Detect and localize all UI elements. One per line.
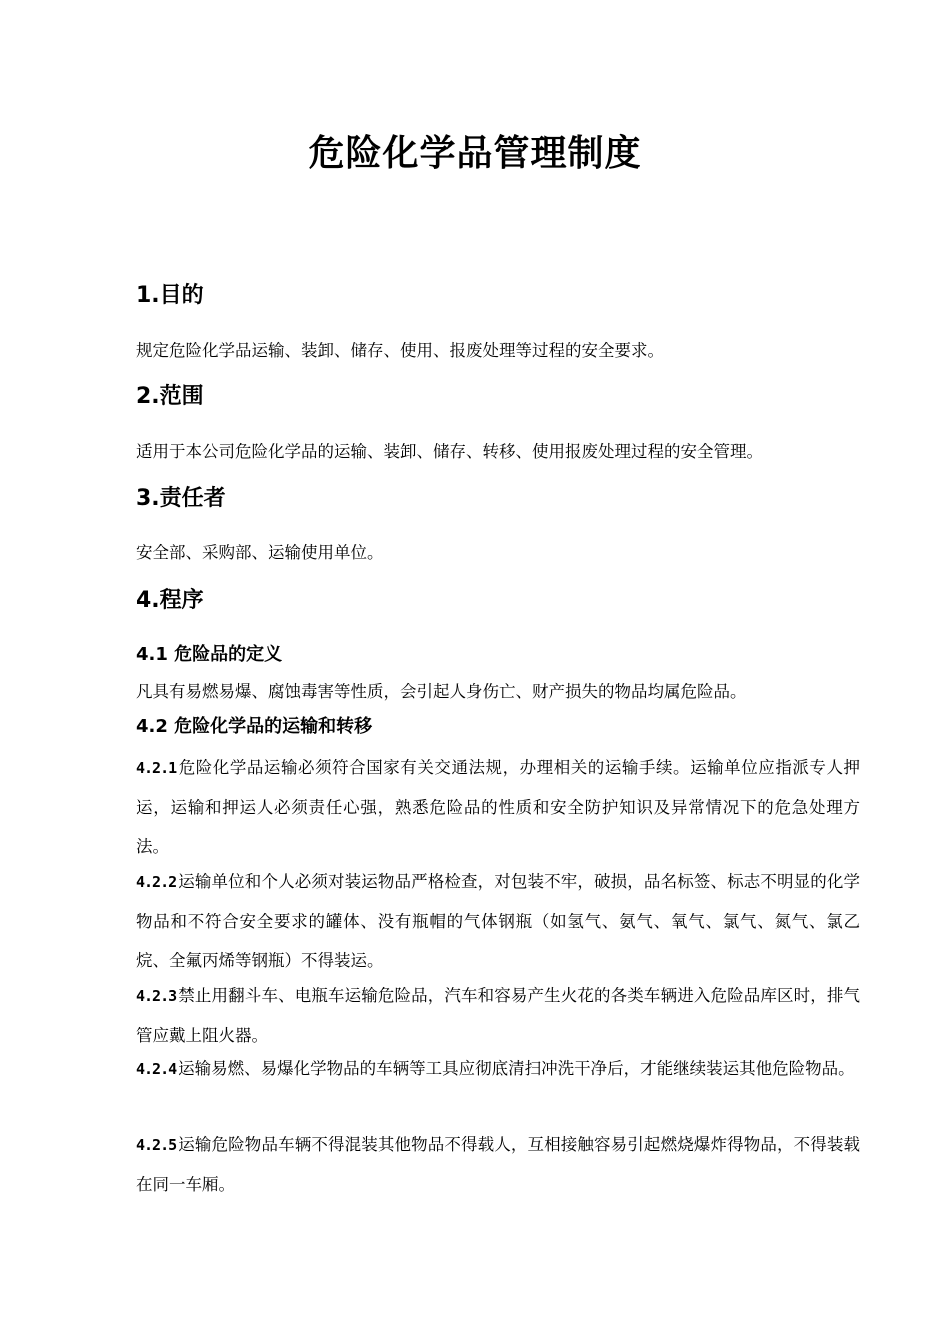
section-text-scope: 适用于本公司危险化学品的运输、装卸、储存、转移、使用报废处理过程的安全管理。 — [136, 442, 763, 461]
clause-4-2-2 — [136, 862, 860, 980]
clause-4-2-5 — [136, 1125, 860, 1204]
clause-text: 运输易燃、易爆化学物品的车辆等工具应彻底清扫冲洗干净后，才能继续装运其他危险物品。 — [178, 1059, 855, 1078]
clause-number: 4.2.2 — [136, 873, 177, 891]
clause-number: 4.2.4 — [136, 1060, 177, 1078]
section-heading-responsible: 3.责任者 — [136, 486, 226, 511]
clause-text: 运输单位和个人必须对装运物品严格检查，对包装不牢，破损，品名标签、标志不明显的化学物品和不符合安全要求的罐体、没有瓶帽的气体钢瓶（如氢气、氨气、氧气、氯气、氮气、氯乙烷、全氟丙烯等钢瓶）不得装运。 — [136, 872, 860, 970]
clause-4-2-3 — [136, 976, 860, 1055]
clause-4-2-1 — [136, 748, 860, 866]
document-title: 危险化学品管理制度 — [308, 132, 642, 174]
subsection-heading-definition: 4.1 危险品的定义 — [136, 644, 283, 665]
section-heading-scope: 2.范围 — [136, 384, 204, 409]
clause-text: 危险化学品运输必须符合国家有关交通法规，办理相关的运输手续。运输单位应指派专人押运，运输和押运人必须责任心强，熟悉危险品的性质和安全防护知识及异常情况下的危急处理方法。 — [136, 758, 860, 856]
clause-4-2-4 — [136, 1049, 860, 1089]
subsection-text-definition: 凡具有易燃易爆、腐蚀毒害等性质，会引起人身伤亡、财产损失的物品均属危险品。 — [136, 682, 747, 701]
clause-text: 禁止用翻斗车、电瓶车运输危险品，汽车和容易产生火花的各类车辆进入危险品库区时，排气管应戴上阻火器。 — [136, 986, 860, 1045]
clause-number: 4.2.3 — [136, 987, 177, 1005]
section-heading-purpose: 1.目的 — [136, 283, 204, 308]
clause-number: 4.2.5 — [136, 1136, 177, 1154]
clause-text: 运输危险物品车辆不得混装其他物品不得载人，互相接触容易引起燃烧爆炸得物品，不得装载在同一车厢。 — [136, 1135, 860, 1194]
subsection-heading-transport: 4.2 危险化学品的运输和转移 — [136, 716, 373, 737]
section-text-responsible: 安全部、采购部、运输使用单位。 — [136, 543, 384, 562]
section-text-purpose: 规定危险化学品运输、装卸、储存、使用、报废处理等过程的安全要求。 — [136, 341, 664, 360]
clause-number: 4.2.1 — [136, 759, 177, 777]
section-heading-procedure: 4.程序 — [136, 588, 204, 613]
